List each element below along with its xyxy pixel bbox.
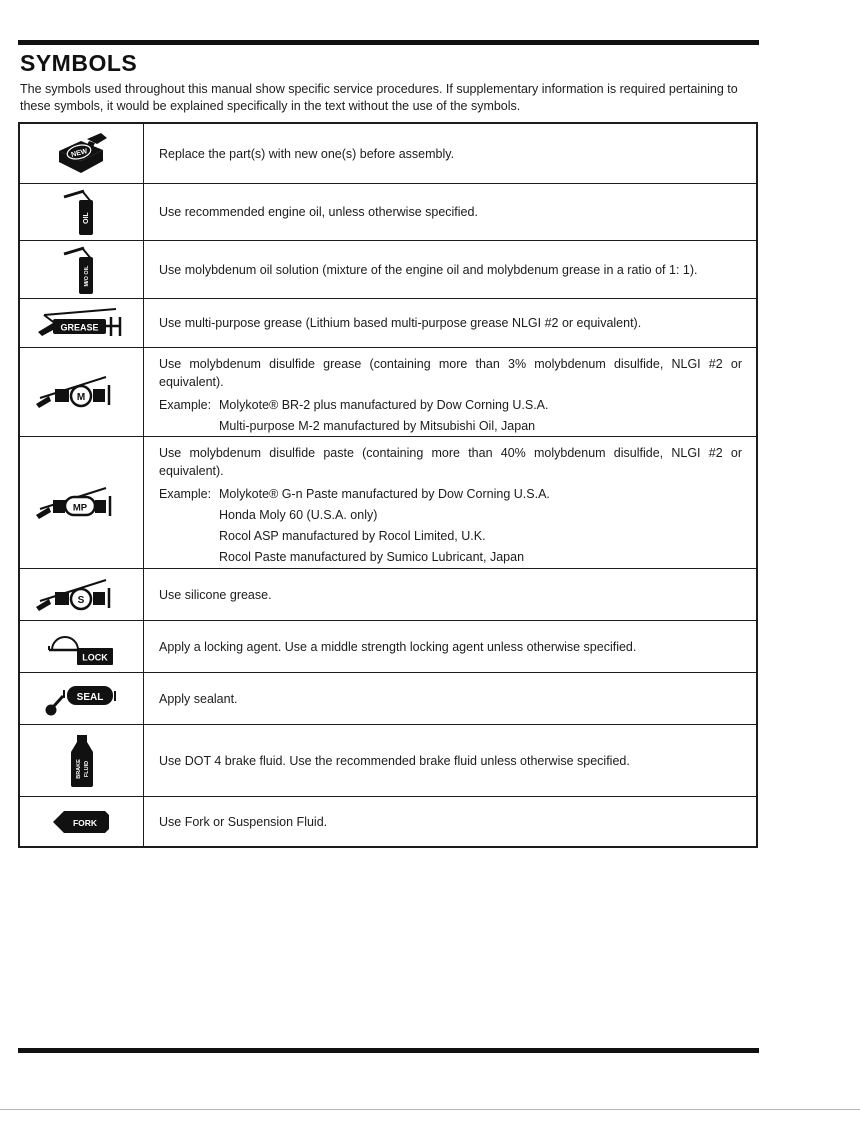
grease-gun-icon [36, 305, 128, 341]
grease-gun-label: GREASE [59, 322, 99, 333]
table-row [20, 124, 756, 183]
table-row [20, 347, 756, 436]
description-cell [144, 797, 756, 846]
intro-text: The symbols used throughout this manual show specific service procedures. If supplementary information is required pertaining to these symbols, it would be explained specifically in the text without the use of the symbols. [20, 82, 738, 113]
symbol-cell [20, 725, 144, 796]
table-row [20, 620, 756, 672]
molybdenum-grease-gun-label: M [76, 392, 85, 403]
description-cell [144, 569, 756, 620]
symbol-cell [20, 569, 144, 620]
molybdenum-oil-can-label: M/O OIL [83, 264, 90, 287]
description-text: Apply a locking agent. Use a middle strength locking agent unless otherwise specified. [159, 639, 637, 654]
locking-agent-icon [47, 626, 117, 668]
table-row [20, 298, 756, 347]
new-stamp-icon [53, 131, 111, 177]
oil-can-label: OIL [82, 212, 90, 224]
description-text: Use DOT 4 brake fluid. Use the recommended brake fluid unless otherwise specified. [159, 753, 630, 768]
example-label: Example: [159, 398, 212, 412]
example-lines [219, 485, 550, 569]
brake-fluid-label-fluid: FLUID [83, 760, 90, 777]
description-text: Apply sealant. [159, 691, 238, 706]
symbol-cell [20, 241, 144, 298]
description-text: Use molybdenum disulfide paste (containing more than 40% molybdenum disulfide, NLGI #2 or equivalent). [159, 446, 742, 478]
symbol-cell [20, 621, 144, 672]
sealant-icon [42, 679, 122, 719]
symbol-cell [20, 437, 144, 568]
example-line: Molykote® G-n Paste manufactured by Dow Corning U.S.A. [219, 487, 550, 501]
example-lines [219, 396, 549, 438]
description-text: Use recommended engine oil, unless otherwise specified. [159, 205, 478, 219]
description-cell [144, 241, 756, 298]
symbol-cell [20, 673, 144, 724]
description-text: Use Fork or Suspension Fluid. [159, 814, 328, 829]
fork-label: FORK [72, 817, 97, 828]
example-line: Rocol ASP manufactured by Rocol Limited, U.K. [219, 529, 486, 543]
molybdenum-paste-gun-label: MP [72, 502, 87, 513]
silicone-grease-gun-icon [36, 575, 128, 615]
new-stamp-label: NEW [70, 147, 88, 159]
molybdenum-grease-gun-icon [36, 372, 128, 412]
oil-can-icon [61, 187, 103, 237]
table-row [20, 796, 756, 846]
symbol-cell [20, 124, 144, 183]
seal-label: SEAL [76, 691, 103, 703]
description-cell [144, 184, 756, 240]
example-line: Molykote® BR-2 plus manufactured by Dow Corning U.S.A. [219, 398, 549, 412]
description-text: Use molybdenum oil solution (mixture of the engine oil and molybdenum grease in a ratio of 1: 1). [159, 262, 698, 277]
symbols-table [18, 122, 758, 848]
table-row [20, 568, 756, 620]
top-rule [18, 40, 759, 45]
description-cell [144, 348, 756, 436]
table-row [20, 672, 756, 724]
example-line: Honda Moly 60 (U.S.A. only) [219, 508, 378, 522]
description-cell [144, 673, 756, 724]
table-row [20, 436, 756, 568]
description-text: Replace the part(s) with new one(s) before assembly. [159, 146, 455, 161]
description-text: Use molybdenum disulfide grease (containing more than 3% molybdenum disulfide, NLGI #2 or equivalent). [159, 357, 742, 389]
description-cell [144, 621, 756, 672]
molybdenum-paste-gun-icon [36, 483, 128, 523]
symbol-cell [20, 348, 144, 436]
example-block [159, 396, 742, 438]
bottom-rule [18, 1048, 759, 1053]
brake-fluid-bottle-icon [64, 733, 100, 789]
brake-fluid-label-brake: BRAKE [75, 758, 82, 779]
example-block [159, 485, 742, 569]
description-text: Use multi-purpose grease (Lithium based multi-purpose grease NLGI #2 or equivalent). [159, 316, 642, 330]
symbol-cell [20, 797, 144, 846]
description-text: Use silicone grease. [159, 587, 272, 602]
footer-line [0, 1109, 860, 1110]
molybdenum-oil-can-icon [61, 244, 103, 296]
lock-label: LOCK [81, 652, 108, 662]
silicone-grease-gun-label: S [77, 594, 84, 606]
description-cell [144, 437, 756, 568]
example-label: Example: [159, 487, 212, 501]
symbol-cell [20, 184, 144, 240]
example-line: Rocol Paste manufactured by Sumico Lubricant, Japan [219, 550, 525, 564]
fork-fluid-icon [51, 807, 113, 837]
description-cell [144, 299, 756, 347]
table-row [20, 240, 756, 298]
symbol-cell [20, 299, 144, 347]
example-line: Multi-purpose M-2 manufactured by Mitsubishi Oil, Japan [219, 419, 536, 433]
table-row [20, 724, 756, 796]
description-cell [144, 725, 756, 796]
description-cell [144, 124, 756, 183]
table-row [20, 183, 756, 240]
page-title: SYMBOLS [20, 50, 138, 76]
